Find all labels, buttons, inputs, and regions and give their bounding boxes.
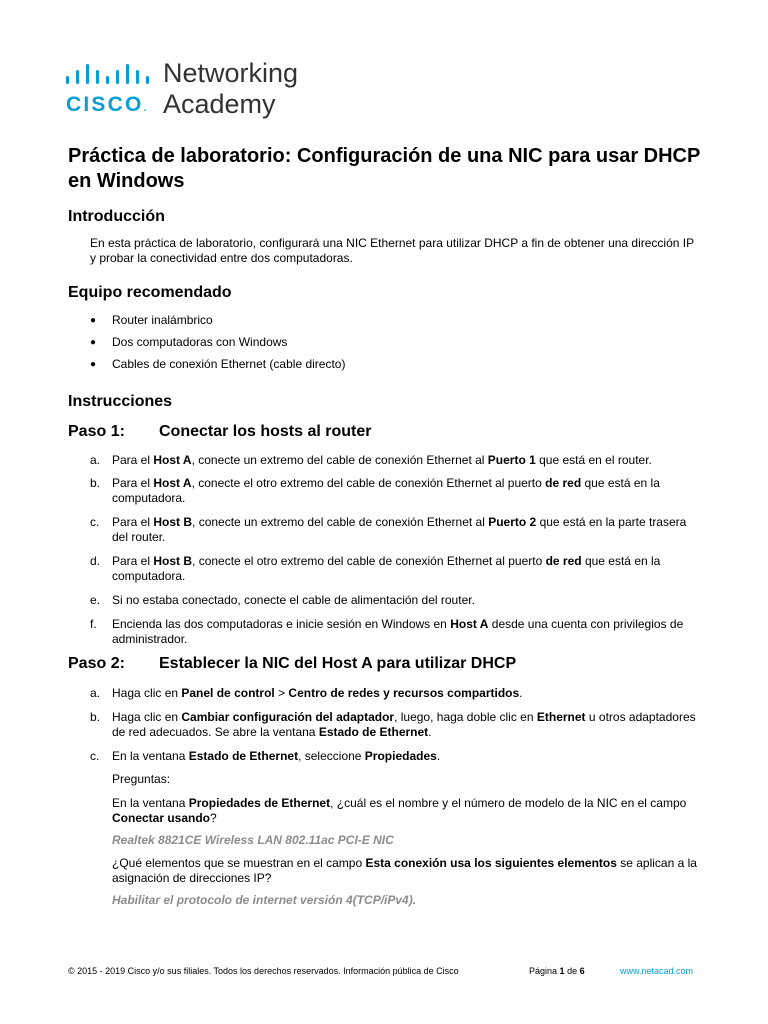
- intro-heading: Introducción: [68, 208, 165, 225]
- step-2-item-c: [90, 749, 702, 764]
- step-number: Paso 1:: [68, 423, 125, 440]
- footer-copyright: © 2015 - 2019 Cisco y/o sus filiales. Todos los derechos reservados. Información pública de Cisco: [68, 966, 459, 976]
- footer-link[interactable]: www.netacad.com: [620, 966, 694, 976]
- list-item: ● Cables de conexión Ethernet (cable directo): [90, 357, 345, 379]
- instructions-heading: Instrucciones: [68, 393, 173, 410]
- step-1-item-f: [90, 617, 702, 647]
- item-text: Para el Host B, conecte el otro extremo del cable de conexión Ethernet al puerto de red que está en la computadora.: [112, 554, 661, 583]
- step-2-item-a: [90, 686, 702, 701]
- item-letter: a.: [90, 453, 101, 467]
- item-text: Si no estaba conectado, conecte el cable de alimentación del router.: [112, 593, 475, 607]
- questions-label: Preguntas:: [112, 772, 171, 786]
- step-1-item-d: [90, 554, 702, 584]
- equipment-list: [90, 313, 345, 379]
- step-1-heading: [68, 422, 372, 442]
- logo-networking: Networking: [163, 58, 299, 88]
- item-text: Para el Host A, conecte el otro extremo del cable de conexión Ethernet al puerto de red que está en la computadora.: [112, 476, 660, 505]
- item-text: Para el Host B, conecte un extremo del cable de conexión Ethernet al Puerto 2 que está en la parte trasera del router.: [112, 515, 687, 544]
- list-item: ● Dos computadoras con Windows: [90, 335, 345, 357]
- step-1-item-c: [90, 515, 702, 545]
- footer-page-number: Página 1 de 6: [529, 966, 585, 976]
- item-text: Haga clic en Panel de control > Centro de redes y recursos compartidos.: [112, 686, 523, 700]
- item-letter: f.: [90, 617, 97, 631]
- page-title: Práctica de laboratorio: Configuración de una NIC para usar DHCP en Windows: [68, 145, 700, 192]
- cisco-wordmark: CISCO.: [66, 93, 147, 116]
- step-1-item-a: [90, 453, 702, 468]
- logo-academy: Academy: [163, 89, 276, 119]
- step-2-heading: [68, 654, 516, 674]
- intro-text: En esta práctica de laboratorio, configurará una NIC Ethernet para utilizar DHCP a fin de obtener una dirección IP y probar la conectividad entre dos computadoras.: [90, 236, 694, 265]
- item-text: Para el Host A, conecte un extremo del cable de conexión Ethernet al Puerto 1 que está en el router.: [112, 453, 652, 467]
- item-letter: c.: [90, 749, 100, 763]
- item-letter: b.: [90, 476, 101, 490]
- item-letter: b.: [90, 710, 101, 724]
- equipment-heading: Equipo recomendado: [68, 284, 232, 301]
- question-1: En la ventana Propiedades de Ethernet, ¿cuál es el nombre y el número de modelo de la NIC en el campo Conectar usando?: [112, 796, 687, 825]
- item-text: Haga clic en Cambiar configuración del adaptador, luego, haga doble clic en Ethernet u otros adaptadores de red adecuados. Se abre la ventana Estado de Ethernet.: [112, 710, 696, 739]
- answer-1: Realtek 8821CE Wireless LAN 802.11ac PCI-E NIC: [112, 833, 394, 847]
- step-1-item-e: [90, 593, 702, 608]
- answer-2: Habilitar el protocolo de internet versión 4(TCP/iPv4).: [112, 893, 417, 907]
- step-2-item-b: [90, 710, 702, 740]
- step-1-item-b: [90, 476, 702, 506]
- cisco-bars-icon: [66, 62, 152, 88]
- item-letter: c.: [90, 515, 100, 529]
- step-title: Establecer la NIC del Host A para utilizar DHCP: [159, 655, 517, 672]
- item-text: En la ventana Estado de Ethernet, seleccione Propiedades.: [112, 749, 441, 763]
- step-number: Paso 2:: [68, 655, 125, 672]
- step-title: Conectar los hosts al router: [159, 423, 372, 440]
- cisco-networking-academy-logo: [66, 58, 326, 122]
- item-letter: e.: [90, 593, 101, 607]
- question-2: ¿Qué elementos que se muestran en el campo Esta conexión usa los siguientes elementos se aplican a la asignación de direcciones IP?: [112, 856, 697, 885]
- item-letter: a.: [90, 686, 101, 700]
- item-letter: d.: [90, 554, 101, 568]
- list-item: ● Router inalámbrico: [90, 313, 345, 335]
- item-text: Encienda las dos computadoras e inicie sesión en Windows en Host A desde una cuenta con privilegios de administrador.: [112, 617, 684, 646]
